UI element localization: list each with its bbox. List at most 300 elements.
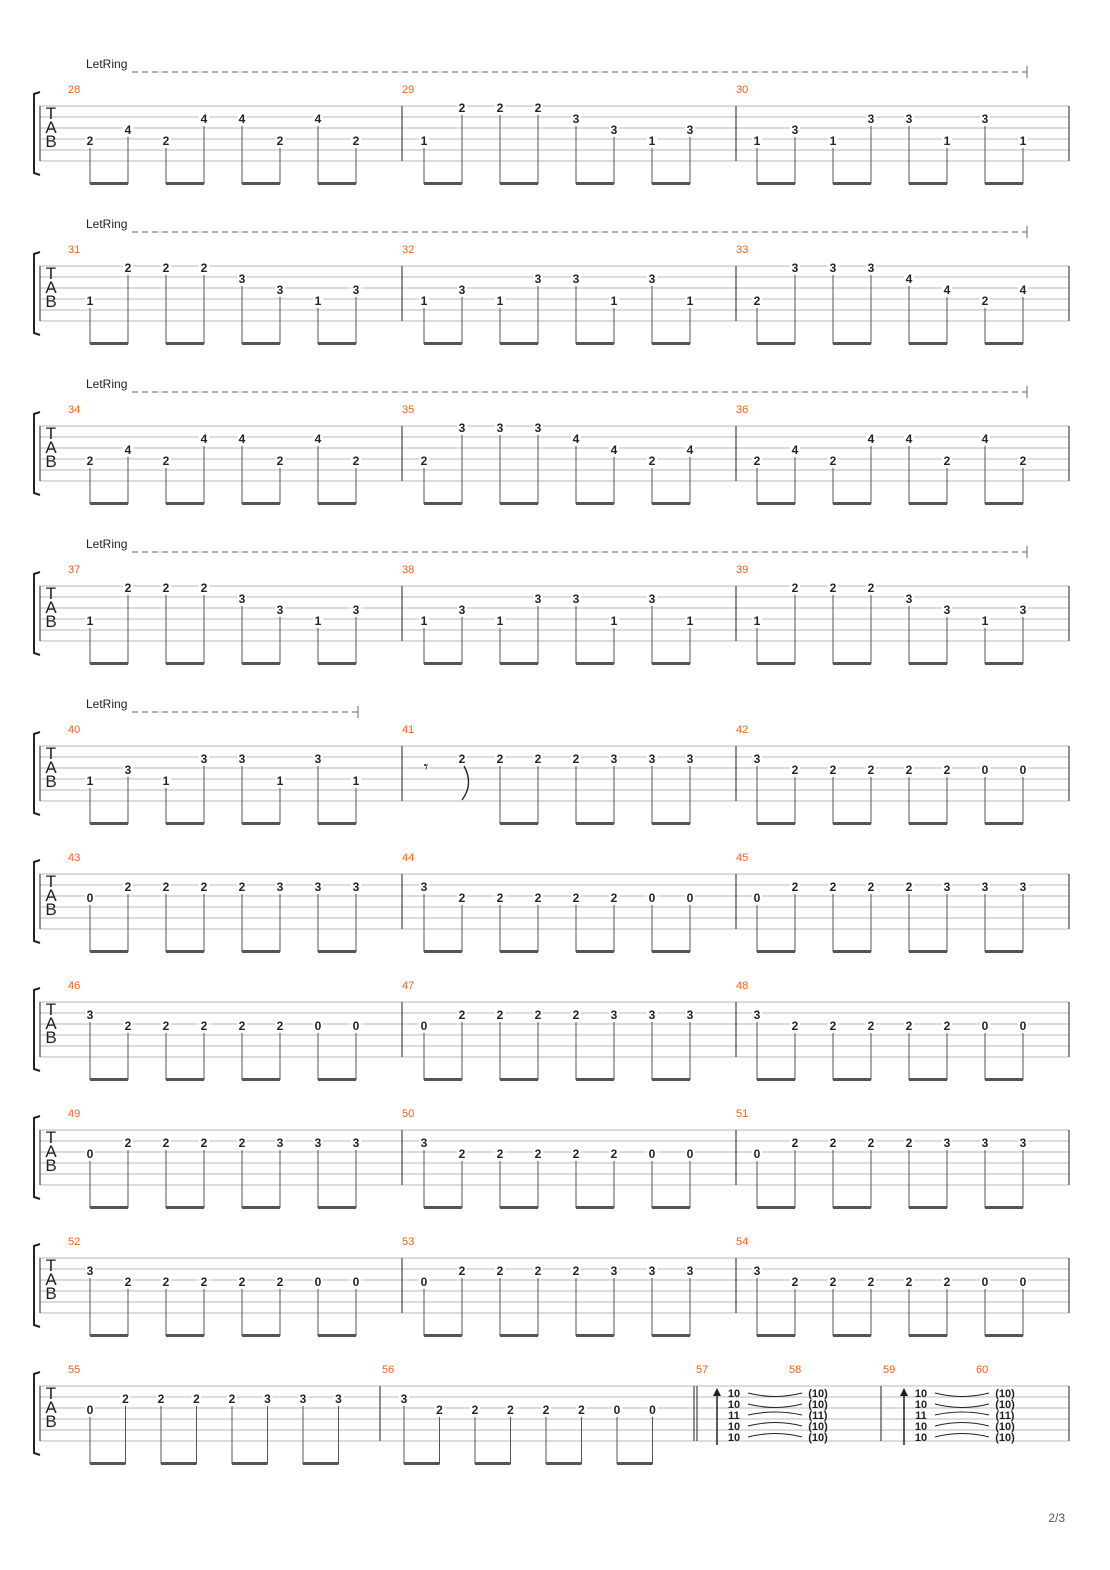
fret-number: 2	[162, 454, 170, 468]
beam	[166, 182, 204, 185]
fret-number: 0	[648, 1147, 656, 1161]
system-6	[34, 852, 1069, 953]
fret-number: 0	[613, 1403, 621, 1417]
fret-number: 2	[905, 1019, 913, 1033]
fret-number: 3	[458, 421, 466, 435]
beam	[500, 950, 538, 953]
fret-number: 2	[162, 880, 170, 894]
fret-number: 3	[829, 261, 837, 275]
beam	[166, 502, 204, 505]
beam	[166, 1078, 204, 1081]
beam	[318, 950, 356, 953]
measure-number: 43	[68, 852, 81, 864]
measure-number: 52	[68, 1236, 81, 1248]
measure-number: 39	[736, 564, 749, 576]
beam	[576, 950, 614, 953]
fret-number: 0	[686, 891, 694, 905]
fret-number: 1	[686, 294, 694, 308]
beam	[909, 1334, 947, 1337]
fret-number: 3	[1019, 1136, 1027, 1150]
beam	[757, 182, 795, 185]
fret-number: 4	[572, 432, 580, 446]
fret-number: 3	[981, 112, 989, 126]
beam	[576, 1334, 614, 1337]
beam	[909, 662, 947, 665]
fret-number: 2	[238, 1275, 246, 1289]
fret-number: 2	[124, 261, 132, 275]
fret-number: 3	[753, 752, 761, 766]
fret-number: 0	[649, 1403, 656, 1417]
beam	[424, 342, 462, 345]
fret-number: 2	[943, 1275, 951, 1289]
fret-number: 1	[829, 134, 837, 148]
fret-number: 2	[496, 1008, 504, 1022]
fret-number: 3	[458, 283, 466, 297]
fret-number: 2	[162, 134, 170, 148]
beam	[424, 1334, 462, 1337]
beam	[576, 1078, 614, 1081]
fret-number: 2	[193, 1392, 200, 1406]
fret-number: 1	[610, 614, 618, 628]
beam	[757, 342, 795, 345]
beam	[500, 1206, 538, 1209]
tab-clef-letter: T	[45, 872, 57, 891]
measure-number: 44	[402, 852, 415, 864]
beam	[833, 182, 871, 185]
tab-clef-letter: B	[45, 132, 57, 151]
fret-number: 2	[534, 101, 542, 115]
beam	[404, 1462, 440, 1465]
beam	[318, 1206, 356, 1209]
fret-number: 2	[276, 1275, 284, 1289]
fret-number: 2	[867, 880, 875, 894]
fret-number: 3	[1019, 880, 1027, 894]
fret-number: 0	[981, 763, 989, 777]
fret-number: 3	[648, 592, 656, 606]
fret-number: 3	[534, 592, 542, 606]
beam	[833, 1206, 871, 1209]
fret-number: 1	[420, 134, 428, 148]
fret-number: 2	[753, 294, 761, 308]
fret-number: 1	[753, 134, 761, 148]
measure-43	[68, 852, 361, 953]
fret-number: 2	[200, 1275, 208, 1289]
beam	[90, 182, 128, 185]
fret-number: 3	[276, 603, 284, 617]
fret-number: 2	[458, 1147, 466, 1161]
measure-number: 31	[68, 244, 81, 256]
beam	[652, 1206, 690, 1209]
measure-42	[736, 724, 1028, 825]
beam	[90, 822, 128, 825]
fret-number: 4	[943, 283, 951, 297]
fret-number: 2	[496, 1147, 504, 1161]
fret-number: 2	[124, 880, 132, 894]
tab-clef-letter: A	[45, 886, 57, 905]
fret-number: 0	[420, 1019, 428, 1033]
fret-number: 2	[867, 581, 875, 595]
fret-number: 2	[534, 1008, 542, 1022]
beam	[242, 502, 280, 505]
measure-number: 38	[402, 564, 415, 576]
beam	[985, 502, 1023, 505]
beam	[166, 662, 204, 665]
measure-number: 53	[402, 1236, 415, 1248]
fret-number: 2	[829, 1275, 837, 1289]
measure-number: 55	[68, 1364, 81, 1376]
fret-number: 2	[981, 294, 989, 308]
fret-number: 2	[458, 891, 466, 905]
fret-number: 3	[238, 592, 246, 606]
fret-number: 1	[496, 614, 504, 628]
chord-fret-number: 10	[914, 1388, 928, 1400]
fret-number: 2	[534, 891, 542, 905]
beam	[242, 950, 280, 953]
measure-number: 45	[736, 852, 749, 864]
beam	[242, 822, 280, 825]
fret-number: 2	[829, 1019, 837, 1033]
beam	[90, 1334, 128, 1337]
beam	[475, 1462, 511, 1465]
measure-52	[68, 1236, 361, 1337]
measure-29	[402, 84, 695, 185]
beam	[652, 1334, 690, 1337]
fret-number: 3	[314, 1136, 322, 1150]
measure-40	[68, 724, 361, 825]
system-bracket	[34, 988, 40, 1071]
measure-number: 33	[736, 244, 749, 256]
fret-number: 4	[867, 432, 875, 446]
system-bracket	[34, 732, 40, 815]
beam	[242, 342, 280, 345]
beam	[500, 822, 538, 825]
fret-number: 2	[276, 454, 284, 468]
letring-label: LetRing	[86, 697, 128, 711]
fret-number: 1	[86, 294, 94, 308]
fret-number: 3	[791, 261, 799, 275]
measure-number: 32	[402, 244, 415, 256]
beam	[985, 342, 1023, 345]
fret-number: 2	[867, 1136, 875, 1150]
tab-clef-letter: A	[45, 1270, 57, 1289]
fret-number: 2	[507, 1403, 514, 1417]
fret-number: 2	[791, 763, 799, 777]
system-bracket	[34, 92, 40, 175]
fret-number: 2	[238, 1019, 246, 1033]
measure-number: 49	[68, 1108, 81, 1120]
fret-number: 3	[686, 1008, 694, 1022]
fret-number: 3	[648, 752, 656, 766]
fret-number: 2	[791, 581, 799, 595]
fret-number: 2	[753, 454, 761, 468]
system-bracket	[34, 572, 40, 655]
measure-59	[883, 1364, 989, 1445]
fret-number: 0	[1019, 1019, 1027, 1033]
fret-number: 3	[648, 1008, 656, 1022]
beam	[424, 502, 462, 505]
fret-number: 2	[124, 581, 132, 595]
tab-clef-letter: A	[45, 1014, 57, 1033]
tab-clef-letter: T	[45, 744, 57, 763]
beam	[318, 502, 356, 505]
beam	[909, 822, 947, 825]
fret-number: 3	[686, 123, 694, 137]
measure-number: 59	[883, 1364, 896, 1376]
fret-number: 3	[86, 1008, 94, 1022]
fret-number: 0	[981, 1019, 989, 1033]
measure-49	[68, 1108, 361, 1209]
fret-number: 3	[276, 1136, 284, 1150]
beam	[757, 1206, 795, 1209]
fret-number: 2	[162, 1275, 170, 1289]
beam	[909, 1206, 947, 1209]
fret-number: 2	[829, 763, 837, 777]
fret-number: 3	[610, 1264, 618, 1278]
beam	[576, 1206, 614, 1209]
chord-fret-number: 11	[728, 1410, 740, 1422]
fret-number: 3	[686, 752, 694, 766]
chord-fret-number: (10)	[995, 1421, 1015, 1433]
beam	[500, 662, 538, 665]
fret-number: 3	[400, 1392, 408, 1406]
fret-number: 1	[648, 134, 656, 148]
fret-number: 1	[86, 774, 94, 788]
fret-number: 3	[276, 283, 284, 297]
beam	[652, 1078, 690, 1081]
fret-number: 2	[86, 454, 94, 468]
fret-number: 3	[686, 1264, 694, 1278]
fret-number: 3	[314, 752, 322, 766]
beam	[833, 502, 871, 505]
beam	[652, 822, 690, 825]
arpeggio-arrowhead	[900, 1388, 908, 1396]
fret-number: 2	[162, 1136, 170, 1150]
beam	[303, 1462, 339, 1465]
fret-number: 2	[162, 261, 170, 275]
tie-curve	[935, 1434, 989, 1438]
beam	[90, 1206, 128, 1209]
fret-number: 2	[157, 1392, 165, 1406]
fret-number: 2	[200, 1136, 208, 1150]
fret-number: 2	[496, 891, 504, 905]
fret-number: 2	[610, 891, 618, 905]
beam	[652, 182, 690, 185]
measure-number: 36	[736, 404, 749, 416]
tab-clef-letter: B	[45, 900, 57, 919]
fret-number: 2	[86, 134, 94, 148]
fret-number: 4	[791, 443, 799, 457]
beam	[318, 662, 356, 665]
fret-number: 3	[791, 123, 799, 137]
beam	[90, 342, 128, 345]
measure-number: 42	[736, 724, 749, 736]
fret-number: 3	[352, 283, 360, 297]
fret-number: 2	[458, 1264, 466, 1278]
beam	[576, 822, 614, 825]
fret-number: 2	[124, 1275, 132, 1289]
fret-number: 0	[86, 891, 94, 905]
tab-clef-letter: B	[45, 292, 57, 311]
fret-number: 3	[534, 272, 542, 286]
fret-number: 3	[753, 1008, 761, 1022]
beam	[833, 950, 871, 953]
tab-clef-letter: B	[45, 1412, 57, 1431]
chord-fret-number: 10	[914, 1421, 928, 1433]
fret-number: 2	[572, 1008, 580, 1022]
fret-number: 3	[867, 112, 875, 126]
slide-mark	[462, 766, 469, 800]
beam	[833, 1334, 871, 1337]
beam	[166, 950, 204, 953]
fret-number: 2	[829, 880, 837, 894]
beam	[757, 502, 795, 505]
fret-number: 2	[276, 1019, 284, 1033]
beam	[833, 1078, 871, 1081]
beam	[757, 822, 795, 825]
fret-number: 3	[420, 880, 428, 894]
beam	[546, 1462, 582, 1465]
fret-number: 3	[1019, 603, 1027, 617]
letring-label: LetRing	[86, 537, 128, 551]
tab-clef-letter: B	[45, 772, 57, 791]
measure-number: 34	[68, 404, 81, 416]
fret-number: 0	[352, 1275, 360, 1289]
tab-clef-letter: T	[45, 1000, 57, 1019]
beam	[318, 182, 356, 185]
beam	[90, 502, 128, 505]
fret-number: 2	[200, 1019, 208, 1033]
tab-clef-letter: A	[45, 758, 57, 777]
measure-number: 35	[402, 404, 415, 416]
fret-number: 3	[352, 1136, 360, 1150]
measure-57	[696, 1364, 802, 1445]
chord-fret-number: (10)	[808, 1432, 828, 1444]
fret-number: 2	[791, 880, 799, 894]
fret-number: 3	[335, 1392, 342, 1406]
fret-number: 3	[352, 880, 360, 894]
beam	[318, 1078, 356, 1081]
tab-clef-letter: T	[45, 1128, 57, 1147]
measure-58	[789, 1364, 828, 1444]
fret-number: 1	[314, 614, 322, 628]
fret-number: 3	[496, 421, 504, 435]
fret-number: 0	[753, 891, 761, 905]
beam	[652, 502, 690, 505]
fret-number: 2	[162, 1019, 170, 1033]
beam	[985, 1206, 1023, 1209]
measure-51	[736, 1108, 1028, 1209]
fret-number: 2	[542, 1403, 550, 1417]
beam	[500, 182, 538, 185]
measure-36	[736, 404, 1028, 505]
fret-number: 3	[753, 1264, 761, 1278]
chord-fret-number: 10	[727, 1421, 741, 1433]
fret-number: 2	[534, 752, 542, 766]
measure-55	[68, 1364, 344, 1465]
tie-curve	[748, 1404, 802, 1408]
beam	[909, 502, 947, 505]
system-bracket	[34, 860, 40, 943]
fret-number: 2	[162, 581, 170, 595]
beam	[166, 1206, 204, 1209]
fret-number: 2	[829, 581, 837, 595]
fret-number: 1	[610, 294, 618, 308]
fret-number: 1	[162, 774, 170, 788]
measure-number: 58	[789, 1364, 802, 1376]
chord-fret-number: (10)	[995, 1399, 1015, 1411]
fret-number: 3	[610, 752, 618, 766]
tab-clef-letter: A	[45, 598, 57, 617]
fret-number: 2	[534, 1147, 542, 1161]
beam	[909, 1078, 947, 1081]
beam	[424, 950, 462, 953]
chord-fret-number: 10	[727, 1399, 741, 1411]
chord-fret-number: 10	[727, 1388, 741, 1400]
fret-number: 1	[420, 294, 428, 308]
fret-number: 4	[905, 432, 913, 446]
fret-number: 2	[905, 763, 913, 777]
measure-44	[402, 852, 695, 953]
fret-number: 4	[981, 432, 989, 446]
beam	[757, 662, 795, 665]
measure-54	[736, 1236, 1028, 1337]
beam	[90, 1462, 126, 1465]
fret-number: 2	[610, 1147, 618, 1161]
fret-number: 2	[905, 880, 913, 894]
fret-number: 3	[981, 1136, 989, 1150]
measure-38	[402, 564, 695, 665]
fret-number: 3	[867, 261, 875, 275]
fret-number: 2	[200, 581, 208, 595]
fret-number: 0	[981, 1275, 989, 1289]
tab-clef-letter: T	[45, 1256, 57, 1275]
fret-number: 1	[314, 294, 322, 308]
fret-number: 2	[496, 752, 504, 766]
beam	[576, 502, 614, 505]
tab-clef-letter: T	[45, 104, 57, 123]
fret-number: 2	[496, 101, 504, 115]
fret-number: 3	[124, 763, 132, 777]
tie-curve	[748, 1423, 802, 1427]
fret-number: 2	[534, 1264, 542, 1278]
beam	[985, 950, 1023, 953]
measure-number: 51	[736, 1108, 749, 1120]
measure-number: 50	[402, 1108, 415, 1120]
fret-number: 3	[943, 880, 951, 894]
fret-number: 3	[534, 421, 542, 435]
beam	[242, 1334, 280, 1337]
fret-number: 3	[572, 592, 580, 606]
fret-number: 4	[905, 272, 913, 286]
fret-number: 1	[420, 614, 428, 628]
measure-47	[402, 980, 695, 1081]
system-1	[34, 57, 1069, 185]
fret-number: 0	[1019, 1275, 1027, 1289]
measure-number: 30	[736, 84, 749, 96]
beam	[985, 1334, 1023, 1337]
fret-number: 3	[572, 272, 580, 286]
chord-fret-number: 11	[915, 1410, 927, 1422]
fret-number: 2	[578, 1403, 585, 1417]
beam	[90, 1078, 128, 1081]
arpeggio-arrowhead	[713, 1388, 721, 1396]
beam	[576, 182, 614, 185]
fret-number: 2	[572, 891, 580, 905]
fret-number: 3	[648, 1264, 656, 1278]
fret-number: 3	[458, 603, 466, 617]
chord-fret-number: (10)	[808, 1399, 828, 1411]
beam	[652, 342, 690, 345]
